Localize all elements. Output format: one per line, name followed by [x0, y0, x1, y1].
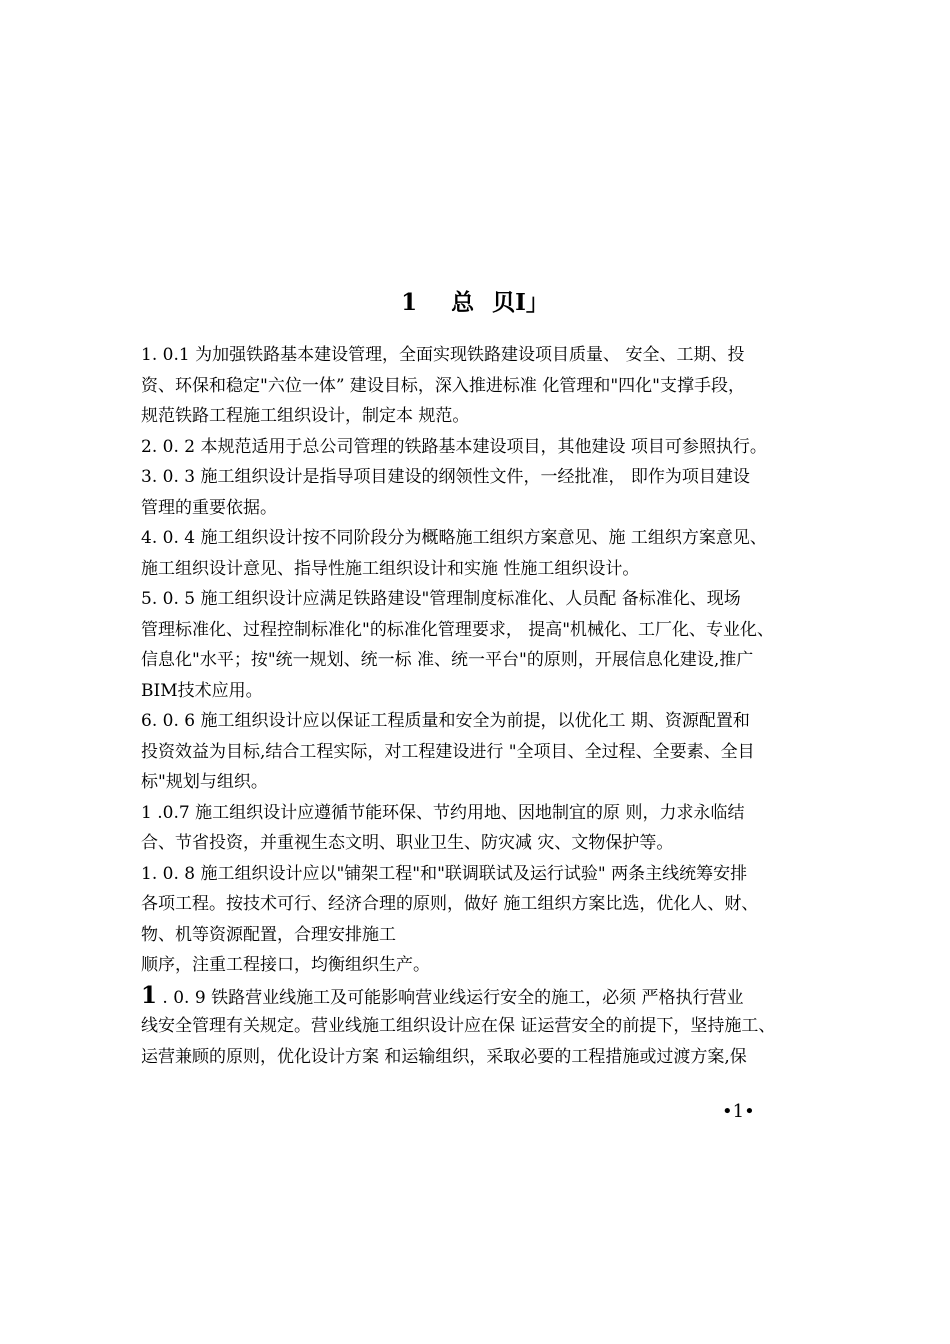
text-line: 资、环保和稳定"六位一体” 建设目标，深入推进标准 化管理和"四化"支撑手段，	[141, 375, 745, 396]
text-line: 3. 0. 3 施工组织设计是指导项目建设的纲领性文件，一经批准， 即作为项目建设	[141, 467, 750, 487]
text-line: 管理的重要依据。	[141, 497, 277, 518]
text-line: 6. 0. 6 施工组织设计应以保证工程质量和安全为前提，以优化工 期、资源配置和	[141, 711, 750, 731]
text-line: 2. 0. 2 本规范适用于总公司管理的铁路基本建设项目，其他建设 项目可参照执行。	[141, 436, 767, 457]
text-line: BIM技术应用。	[141, 680, 263, 701]
text-line: 信息化"水平；按"统一规划、统一标 准、统一平台"的原则，开展信息化建设,推广	[141, 650, 754, 670]
text-line	[141, 981, 861, 1012]
text-line: 5. 0. 5 施工组织设计应满足铁路建设"管理制度标准化、人员配 备标准化、现场	[141, 589, 741, 609]
page-number: •1•	[722, 1101, 755, 1122]
text-line: 各项工程。按技术可行、经济合理的原则，做好 施工组织方案比选，优化人、财、	[141, 894, 759, 914]
chapter-title-part-2: 贝I」	[492, 289, 549, 316]
text-line: 4. 0. 4 施工组织设计按不同阶段分为概略施工组织方案意见、施 工组织方案意见、	[141, 528, 767, 548]
text-line: 标"规划与组织。	[141, 772, 268, 792]
text-line: 顺序，注重工程接口，均衡组织生产。	[141, 955, 430, 975]
clause-text: . 0. 9 铁路营业线施工及可能影响营业线运行安全的施工，必须 严格执行营业	[157, 987, 744, 1008]
text-line: 运营兼顾的原则，优化设计方案 和运输组织，采取必要的工程措施或过渡方案,保	[141, 1046, 747, 1067]
text-line: 投资效益为目标,结合工程实际，对工程建设进行 "全项目、全过程、全要素、全目	[141, 741, 755, 762]
body-text	[141, 340, 861, 1072]
text-line: 规范铁路工程施工组织设计，制定本 规范。	[141, 406, 470, 426]
text-line: 合、节省投资，并重视生态文明、职业卫生、防灾减 灾、文物保护等。	[141, 833, 674, 853]
text-line: 1 .0.7 施工组织设计应遵循节能环保、节约用地、因地制宜的原 则，力求永临结	[141, 802, 745, 823]
chapter-number: 1	[401, 289, 418, 316]
chapter-title-part-1: 总	[451, 289, 475, 316]
text-line: 物、机等资源配置，合理安排施工	[141, 924, 396, 945]
clause-number-large: 1	[141, 981, 158, 1009]
text-line: 1. 0. 8 施工组织设计应以"铺架工程"和"联调联试及运行试验" 两条主线统筹安排	[141, 863, 748, 884]
text-line: 管理标准化、过程控制标准化"的标准化管理要求， 提高"机械化、工厂化、专业化、	[141, 619, 775, 640]
chapter-heading	[0, 284, 950, 317]
text-line: 1. 0.1 为加强铁路基本建设管理，全面实现铁路建设项目质量、 安全、工期、投	[141, 345, 745, 365]
text-line: 施工组织设计意见、指导性施工组织设计和实施 性施工组织设计。	[141, 558, 640, 579]
text-line: 线安全管理有关规定。营业线施工组织设计应在保 证运营安全的前提下，坚持施工、	[141, 1016, 776, 1036]
